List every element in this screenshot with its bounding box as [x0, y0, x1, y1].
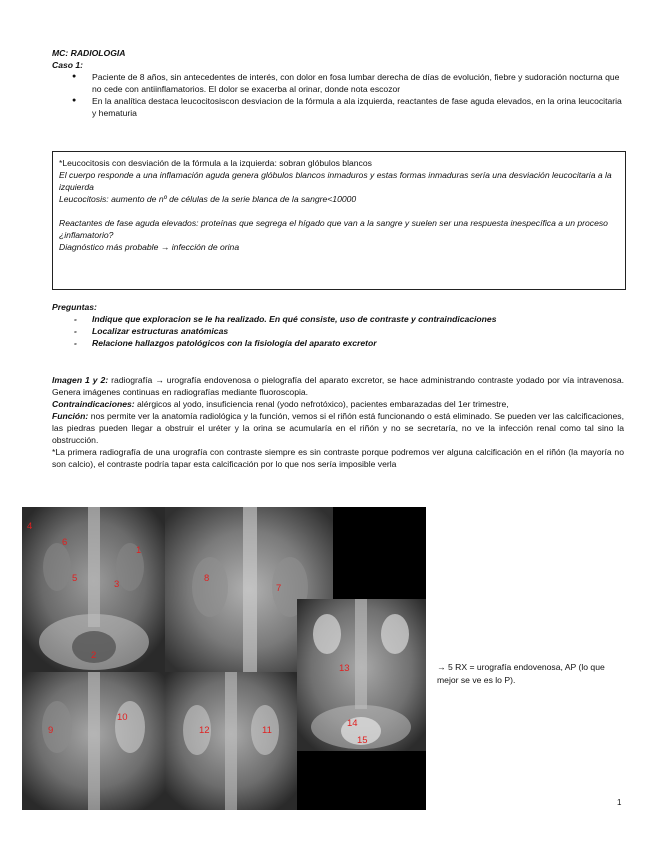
doc-title: MC: RADIOLOGIA	[52, 48, 126, 58]
question-item: - Indique que exploracion se le ha realizado. En qué consiste, uso de contraste y contraindicaciones	[52, 313, 624, 325]
box-line: El cuerpo responde a una inflamación aguda genera glóbulos blancos inmaduros y estas formas inmaduras sería una desviación leucocitaria a la izquierda	[59, 170, 612, 192]
xray-label-15: 15	[357, 735, 368, 746]
questions-section	[52, 301, 624, 349]
xray-label-10: 10	[117, 712, 128, 723]
xray-label-14: 14	[347, 718, 358, 729]
case-bullet-list	[52, 71, 624, 119]
note-paragraph: *La primera radiografía de una urografía con contraste siempre es sin contraste porque podremos ver alguna calcificación en el riñón (la mayoría no son calcio), el contraste podría tapar esta calcificación por lo que nos sería imposible verla	[52, 447, 624, 469]
box-line	[59, 241, 619, 253]
xray-image-1	[22, 507, 165, 672]
case-bullet: ● En la analítica destaca leucocitosiscon desviacion de la fórmula a ala izquierda, reactantes de fase aguda elevados, en la orina leucocitaria y hematuria	[52, 95, 624, 119]
funcion-text: nos permite ver la anatomía radiológica y la función, vemos si el riñón está funcionando o está eliminado. Se pueden ver las calcificaciones, las piedras pueden llegar a obstruir el uréter y la orina se acumularía en el riñón y no se secretaría, no ve la infección renal como tal sino la obstrucción.	[52, 411, 624, 445]
case-bullet: ● Paciente de 8 años, sin antecedentes de interés, con dolor en fosa lumbar derecha de días de evolución, fiebre y sudoración nocturna que no cede con antiinflamatorios. El dolor se exacerba al orinar, donde nota escozor	[52, 71, 624, 95]
xray-label-5: 5	[72, 573, 78, 584]
question-item: - Localizar estructuras anatómicas	[52, 325, 624, 337]
xray-image-3	[22, 672, 165, 810]
xray-label-6: 6	[62, 537, 68, 548]
funcion-paragraph	[52, 410, 624, 446]
imagen-paragraph	[52, 374, 624, 398]
xray-label-1: 1	[136, 545, 142, 556]
contra-text: alérgicos al yodo, insuficiencia renal (yodo nefrotóxico), pacientes embarazadas del 1er trimestre,	[134, 399, 509, 409]
xray-label-11: 11	[262, 725, 272, 736]
xray-image-4	[165, 672, 297, 810]
notes-box	[52, 151, 626, 290]
questions-title: Preguntas:	[52, 302, 97, 312]
box-line: Reactantes de fase aguda elevados: proteínas que segrega el hígado que van a la sangre y suelen ser una respuesta inespecífica a un proceso ¿inflamatorio?	[59, 218, 608, 240]
page-number: 1	[617, 798, 622, 807]
contra-label: Contraindicaciones:	[52, 399, 135, 409]
xray-blank-panel	[333, 507, 426, 599]
xray-label-7: 7	[276, 583, 282, 594]
header-section	[52, 47, 624, 119]
funcion-label: Función:	[52, 411, 89, 421]
box-line: *Leucocitosis con desviación de la fórmula a la izquierda: sobran glóbulos blancos	[59, 158, 372, 168]
arrow-icon: →	[160, 242, 170, 252]
imagen-text: radiografía → urografía endovenosa o pielografía del aparato excretor, se hace administrando contraste yodado por vía intravenosa. Genera imágenes continuas en radiografías mediante fluoroscopia.	[52, 375, 624, 397]
box-line: Leucocitosis: aumento de nº de células de la serie blanca de la sangre<10000	[59, 194, 357, 204]
xray-label-13: 13	[339, 663, 350, 674]
box-diagnosis-suffix: infección de orina	[171, 242, 240, 252]
imagen-label: Imagen 1 y 2:	[52, 375, 109, 385]
xray-label-12: 12	[199, 725, 210, 736]
questions-list	[52, 313, 624, 349]
question-item: - Relacione hallazgos patológicos con la fisiología del aparato excretor	[52, 337, 624, 349]
xray-label-8: 8	[204, 573, 210, 584]
xray-image-5	[297, 599, 426, 751]
explanation-section	[52, 374, 624, 470]
xray-caption: → 5 RX = urografía endovenosa, AP (lo que mejor se ve es lo P).	[437, 662, 605, 685]
xray-label-4: 4	[27, 521, 33, 532]
case-label: Caso 1:	[52, 60, 84, 70]
xray-label-2: 2	[91, 650, 97, 661]
xray-label-9: 9	[48, 725, 54, 736]
box-diagnosis-prefix: Diagnóstico más probable	[59, 242, 159, 252]
contra-paragraph	[52, 398, 624, 410]
xray-blank-panel-2	[297, 751, 426, 810]
xray-label-3: 3	[114, 579, 120, 590]
